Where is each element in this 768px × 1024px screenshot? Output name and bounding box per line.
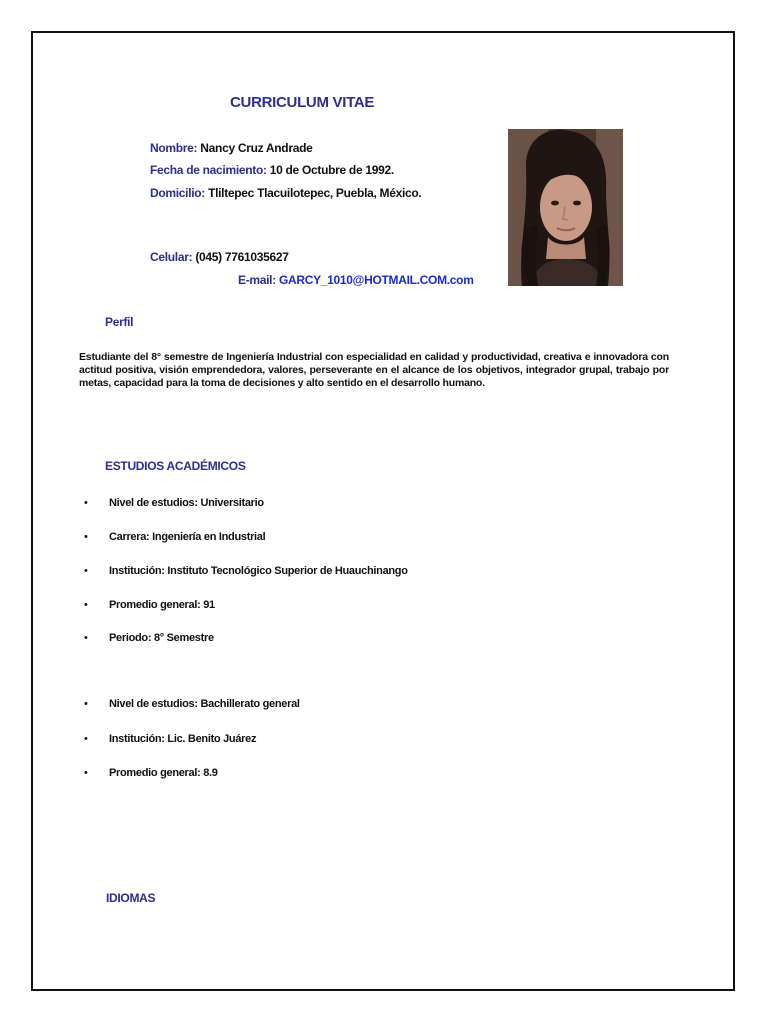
page-title: CURRICULUM VITAE	[230, 94, 375, 111]
phone-value: (045) 7761035627	[195, 250, 289, 264]
address-label: Domicilio:	[150, 186, 206, 200]
list-bullet: •	[84, 599, 88, 611]
address-row	[150, 186, 421, 200]
list-item: Nivel de estudios: Universitario	[109, 497, 264, 509]
email-row	[238, 273, 474, 287]
birthdate-row	[150, 163, 394, 177]
email-label: E-mail:	[238, 273, 276, 287]
email-link[interactable]: GARCY_1010@HOTMAIL.COM.com	[278, 273, 474, 287]
portrait-illustration	[508, 129, 623, 286]
list-bullet: •	[84, 767, 88, 779]
name-row	[150, 141, 312, 155]
list-bullet: •	[84, 632, 88, 644]
list-bullet: •	[84, 733, 88, 745]
address-value: Tliltepec Tlacuilotepec, Puebla, México.	[208, 186, 422, 200]
list-bullet: •	[84, 565, 88, 577]
list-bullet: •	[84, 698, 88, 710]
list-item: Institución: Instituto Tecnológico Superior de Huauchinango	[109, 565, 408, 577]
studies-heading: ESTUDIOS ACADÉMICOS	[105, 459, 246, 473]
profile-heading: Perfil	[105, 315, 134, 329]
list-bullet: •	[84, 531, 88, 543]
list-item: Nivel de estudios: Bachillerato general	[109, 698, 300, 710]
birthdate-value: 10 de Octubre de 1992.	[269, 163, 394, 177]
list-item: Periodo: 8° Semestre	[109, 632, 214, 644]
name-value: Nancy Cruz Andrade	[200, 141, 313, 155]
profile-photo	[508, 129, 623, 286]
profile-paragraph: Estudiante del 8° semestre de Ingeniería Industrial con especialidad en calidad y productividad, creativa e innovadora con actitud positiva, visión emprendedora, valores, perseverante en el alcance de los objetivos, integrador grupal, trabajo por metas, capacidad para la toma de decisiones y alto sentido en el desarrollo humano.	[79, 351, 669, 389]
phone-row	[150, 250, 289, 264]
languages-heading: IDIOMAS	[106, 891, 156, 905]
list-item: Promedio general: 91	[109, 599, 215, 611]
list-bullet: •	[84, 497, 88, 509]
list-item: Promedio general: 8.9	[109, 767, 218, 779]
name-label: Nombre:	[150, 141, 198, 155]
birthdate-label: Fecha de nacimiento:	[150, 163, 267, 177]
list-item: Carrera: Ingeniería en Industrial	[109, 531, 266, 543]
phone-label: Celular:	[150, 250, 193, 264]
list-item: Institución: Lic. Benito Juárez	[109, 733, 257, 745]
